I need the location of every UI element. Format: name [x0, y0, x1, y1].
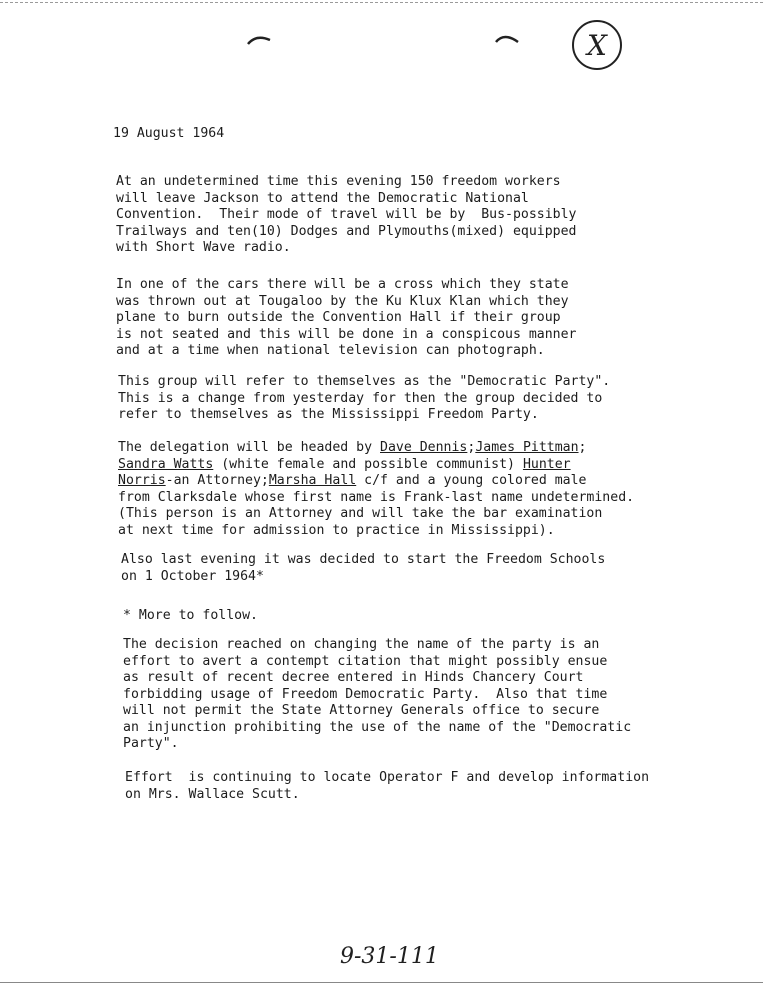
text-line: will not permit the State Attorney Generals office to secure	[123, 703, 600, 718]
text-line: (This person is an Attorney and will take the bar examination	[118, 506, 603, 521]
paragraph-travel	[116, 174, 736, 257]
text-fragment: -an Attorney;	[165, 473, 269, 488]
name-hunter: Hunter	[522, 456, 571, 472]
text-line: Convention. Their mode of travel will be by Bus-possibly	[116, 207, 577, 222]
text-line: effort to avert a contempt citation that might possibly ensue	[123, 653, 608, 669]
paragraph-freedom-schools	[121, 552, 741, 585]
text-fragment: (white female and possible communist)	[213, 456, 523, 472]
name-marsha-hall: Marsha Hall	[268, 473, 357, 488]
text-fragment: ;	[578, 440, 587, 455]
text-line	[118, 457, 738, 474]
text-line: on Mrs. Wallace Scutt.	[125, 786, 300, 802]
circled-mark	[572, 20, 622, 70]
text-line: plane to burn outside the Convention Hall if their group	[116, 310, 561, 325]
text-line: * More to follow.	[123, 608, 258, 623]
circled-mark-text: X	[587, 28, 607, 62]
text-line: is not seated and this will be done in a conspicous manner	[116, 326, 577, 342]
tick-mark-right	[494, 32, 520, 46]
document-date: 19 August 1964	[113, 126, 225, 141]
name-dave-dennis: Dave Dennis	[380, 440, 468, 455]
text-line: At an undetermined time this evening 150 freedom workers	[116, 174, 561, 189]
text-fragment: ;	[467, 440, 476, 455]
text-fragment: c/f and a young colored male	[356, 473, 587, 488]
text-line: Party".	[123, 736, 179, 751]
text-line: an injunction prohibiting the use of the name of the "Democratic	[123, 719, 632, 735]
text-line: at next time for admission to practice in Mississippi).	[118, 522, 555, 538]
text-line: as result of recent decree entered in Hinds Chancery Court	[123, 670, 584, 685]
tick-mark-left	[246, 32, 272, 46]
text-line: with Short Wave radio.	[116, 240, 291, 255]
paragraph-decision	[123, 637, 743, 753]
handwritten-file-number: 9-31-111	[340, 944, 439, 969]
text-line: Also last evening it was decided to start the Freedom Schools	[121, 552, 606, 567]
text-line: forbidding usage of Freedom Democratic Party. Also that time	[123, 686, 608, 702]
name-sandra-watts: Sandra Watts	[118, 456, 214, 472]
text-fragment: The delegation will be headed by	[118, 440, 381, 455]
text-line: on 1 October 1964*	[121, 568, 264, 584]
text-line: Trailways and ten(10) Dodges and Plymouths(mixed) equipped	[116, 223, 577, 239]
text-line: and at a time when national television can photograph.	[116, 343, 545, 358]
text-line: Effort is continuing to locate Operator F and develop information	[125, 770, 650, 785]
paragraph-party-name	[118, 374, 738, 424]
text-line: will leave Jackson to attend the Democratic National	[116, 190, 529, 206]
name-norris: Norris	[118, 473, 166, 488]
name-james-pittman: James Pittman	[475, 440, 579, 455]
text-line: The decision reached on changing the name of the party is an	[123, 637, 600, 652]
text-line	[118, 440, 738, 457]
text-line	[118, 473, 738, 490]
text-line: In one of the cars there will be a cross which they state	[116, 277, 569, 292]
paragraph-cross	[116, 277, 736, 360]
text-line: refer to themselves as the Mississippi Freedom Party.	[118, 407, 539, 422]
text-line: This is a change from yesterday for then the group decided to	[118, 390, 603, 406]
text-line: from Clarksdale whose first name is Frank-last name undetermined.	[118, 489, 635, 505]
text-line: was thrown out at Tougaloo by the Ku Klux Klan which they	[116, 293, 569, 309]
footnote-more-to-follow	[123, 608, 743, 625]
top-dashed-border	[0, 2, 763, 3]
bottom-border	[0, 982, 763, 983]
paragraph-effort	[125, 770, 745, 803]
text-line: This group will refer to themselves as the "Democratic Party".	[118, 374, 611, 389]
paragraph-delegation	[118, 440, 738, 539]
